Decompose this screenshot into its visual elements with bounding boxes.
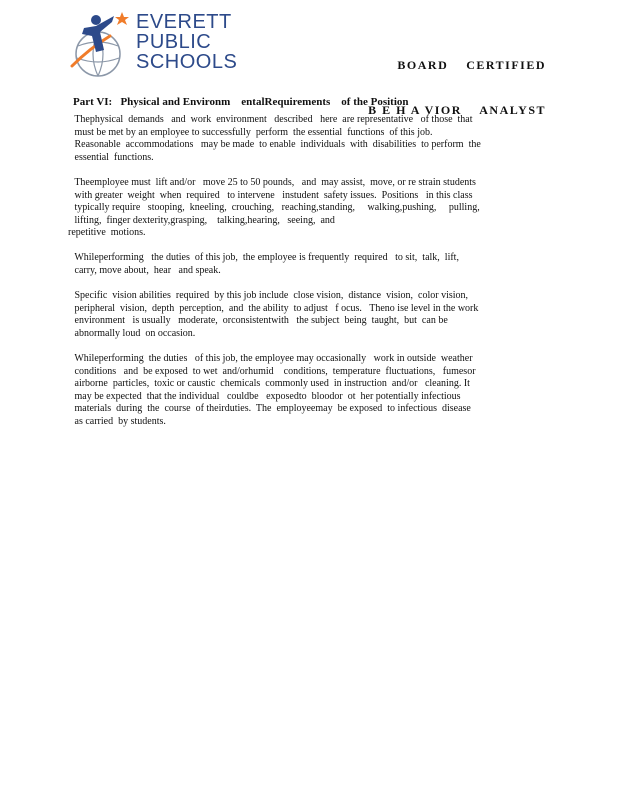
paragraph-line: typically require stooping, kneeling, crouching, reaching,standing, walking,pushing, pulling,	[72, 202, 480, 213]
logo-line-1: EVERETT	[136, 11, 232, 33]
paragraph-duties	[72, 252, 542, 277]
paragraph-outside-conditions	[72, 353, 542, 428]
job-title-line-1: BOARD CERTIFIED	[397, 58, 546, 72]
paragraph-line: Whileperforming the duties of this job, the employee is frequently required to sit, talk, lift,	[72, 252, 459, 263]
paragraph-line: may be expected that the individual couldbe exposedto bloodor ot her potentially infectious	[72, 390, 461, 402]
paragraph-line: with greater weight when required to intervene instudent safety issues. Positions in this class	[72, 189, 473, 201]
district-logo	[70, 10, 240, 80]
paragraph-line: must be met by an employee to successfully perform the essential functions of this job.	[72, 126, 433, 138]
logo-line-2: PUBLIC	[136, 31, 212, 53]
paragraph-line: lifting, finger dexterity,grasping, talking,hearing, seeing, and	[72, 214, 335, 226]
logo-figure-icon	[70, 10, 136, 80]
paragraph-line: conditions and be exposed to wet and/orhumid conditions, temperature fluctuations, fumesor	[72, 365, 476, 377]
paragraph-line: Theemployee must lift and/or move 25 to 50 pounds, and may assist, move, or re strain students	[72, 177, 476, 188]
paragraph-line: airborne particles, toxic or caustic chemicals commonly used in instruction and/or cleaning. It	[72, 378, 470, 389]
section-heading: Part VI: Physical and Environm entalRequirements of the Position	[73, 96, 409, 108]
paragraph-line: as carried by students.	[72, 415, 166, 427]
paragraph-line: Whileperforming the duties of this job, the employee may occasionally work in outside weather	[72, 353, 473, 364]
paragraph-line: abnormally loud on occasion.	[72, 327, 196, 339]
paragraph-line: essential functions.	[72, 151, 154, 163]
paragraph-line: Reasonable accommodations may be made to enable individuals with disabilities to perform the	[72, 139, 481, 150]
job-title-line-2: B E H A VIOR ANALYST	[368, 103, 546, 117]
paragraph-line: peripheral vision, depth perception, and the ability to adjust f ocus. Theno ise level in the work	[72, 302, 479, 314]
paragraph-line: materials during the course of theirduties. The employeemay be exposed to infectious disease	[72, 403, 471, 414]
paragraph-line: Thephysical demands and work environment described here are representative of those that	[72, 114, 473, 125]
paragraph-physical-demands	[72, 114, 542, 164]
logo-wordmark	[136, 12, 237, 72]
paragraph-line: Specific vision abilities required by this job include close vision, distance vision, color vision,	[72, 290, 469, 301]
paragraph-vision	[72, 290, 542, 340]
logo-line-3: SCHOOLS	[136, 51, 238, 73]
paragraph-line: carry, move about, hear and speak.	[72, 264, 221, 276]
paragraph-line: repetitive motions.	[68, 227, 146, 238]
paragraph-lifting	[68, 177, 542, 240]
paragraph-line: environment is usually moderate, orconsistentwith the subject being taught, but can be	[72, 315, 448, 326]
